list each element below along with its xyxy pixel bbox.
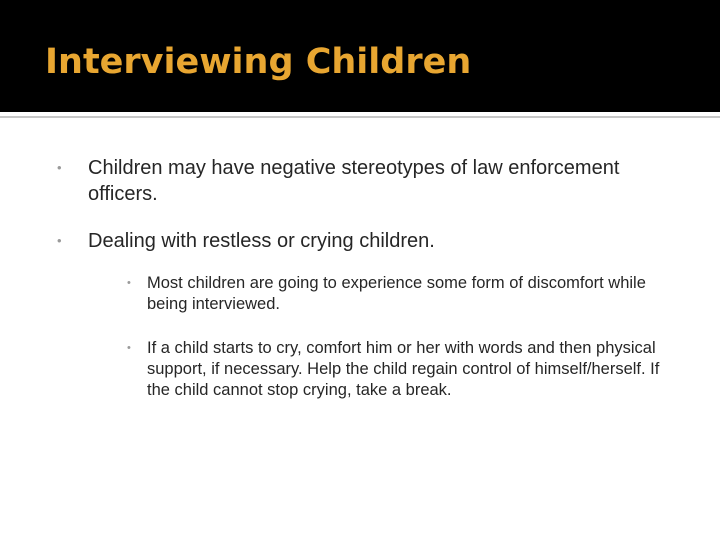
sub-bullet-item-comfort [127, 338, 667, 401]
sub-bullet-marker: • [127, 342, 131, 354]
bullet-marker: • [57, 233, 62, 248]
bullet-text: Children may have negative stereotypes of law enforcement officers. [88, 157, 620, 205]
bullet-text: Dealing with restless or crying children. [88, 230, 435, 252]
sub-bullet-item-discomfort [127, 273, 667, 315]
sub-bullet-text: Most children are going to experience some form of discomfort while being interviewed. [147, 274, 646, 313]
slide-title: Interviewing Children [45, 42, 472, 82]
sub-bullet-marker: • [127, 277, 131, 289]
bullet-item-restless-children [57, 228, 627, 254]
title-divider [0, 116, 720, 118]
title-bar [0, 0, 720, 112]
bullet-item-stereotypes [57, 155, 627, 207]
bullet-marker: • [57, 160, 62, 175]
sub-bullet-text: If a child starts to cry, comfort him or her with words and then physical support, if necessary. Help the child regain control of himself/herself. If the child cannot stop crying, take a break. [147, 339, 660, 399]
